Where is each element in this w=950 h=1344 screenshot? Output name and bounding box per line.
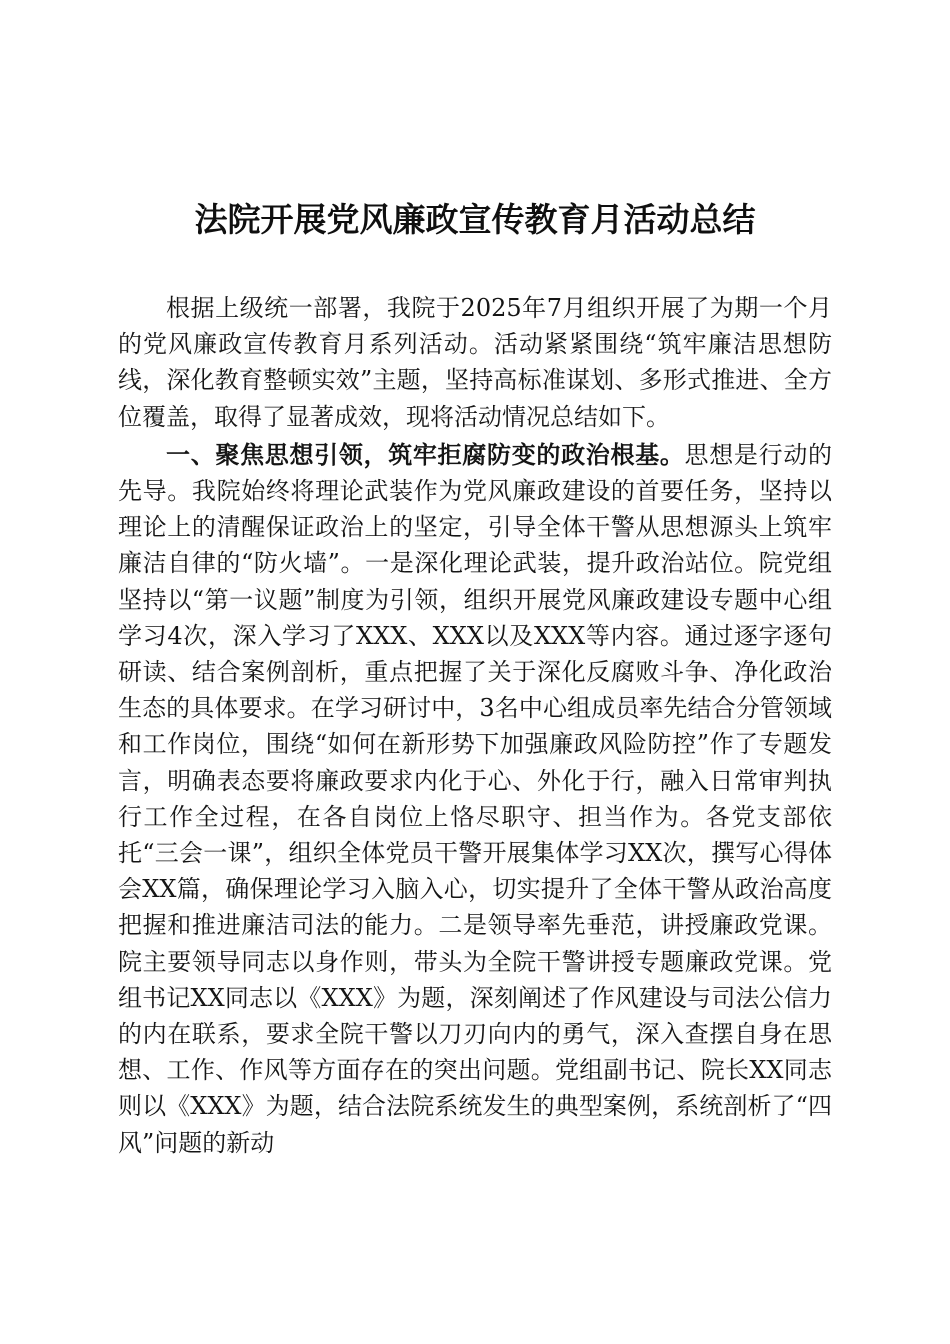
section-one-text: 思想是行动的先导。我院始终将理论武装作为党风廉政建设的首要任务，坚持以理论上的清醒保证政治上的坚定，引导全体干警从思想源头上筑牢廉洁自律的“防火墙”。一是深化理论武装，提升政治站位。院党组坚持以“第一议题”制度为引领，组织开展党风廉政建设专题中心组学习4次，深入学习了XXX、XXX以及XXX等内容。通过逐字逐句研读、结合案例剖析，重点把握了关于深化反腐败斗争、净化政治生态的具体要求。在学习研讨中，3名中心组成员率先结合分管领域和工作岗位，围绕“如何在新形势下加强廉政风险防控”作了专题发言，明确表态要将廉政要求内化于心、外化于行，融入日常审判执行工作全过程，在各自岗位上恪尽职守、担当作为。各党支部依托“三会一课”，组织全体党员干警开展集体学习XX次，撰写心得体会XX篇，确保理论学习入脑入心，切实提升了全体干警从政治高度把握和推进廉洁司法的能力。二是领导率先垂范，讲授廉政党课。院主要领导同志以身作则，带头为全院干警讲授专题廉政党课。党组书记XX同志以《XXX》为题，深刻阐述了作风建设与司法公信力的内在联系，要求全院干警以刀刃向内的勇气，深入查摆自身在思想、工作、作风等方面存在的突出问题。党组副书记、院长XX同志则以《XXX》为题，结合法院系统发生的典型案例，系统剖析了“四风”问题的新动 [118, 440, 833, 1157]
document-body [118, 290, 832, 1163]
intro-paragraph [118, 290, 832, 435]
intro-paragraph-text: 根据上级统一部署，我院于2025年7月组织开展了为期一个月的党风廉政宣传教育月系列活动。活动紧紧围绕“筑牢廉洁思想防线，深化教育整顿实效”主题，坚持高标准谋划、多形式推进、全方位覆盖，取得了显著成效，现将活动情况总结如下。 [118, 294, 832, 431]
section-one-heading: 一、聚焦思想引领，筑牢拒腐防变的政治根基。 [166, 440, 685, 469]
section-one-paragraph [118, 437, 832, 1161]
document-title: 法院开展党风廉政宣传教育月活动总结 [194, 200, 756, 239]
